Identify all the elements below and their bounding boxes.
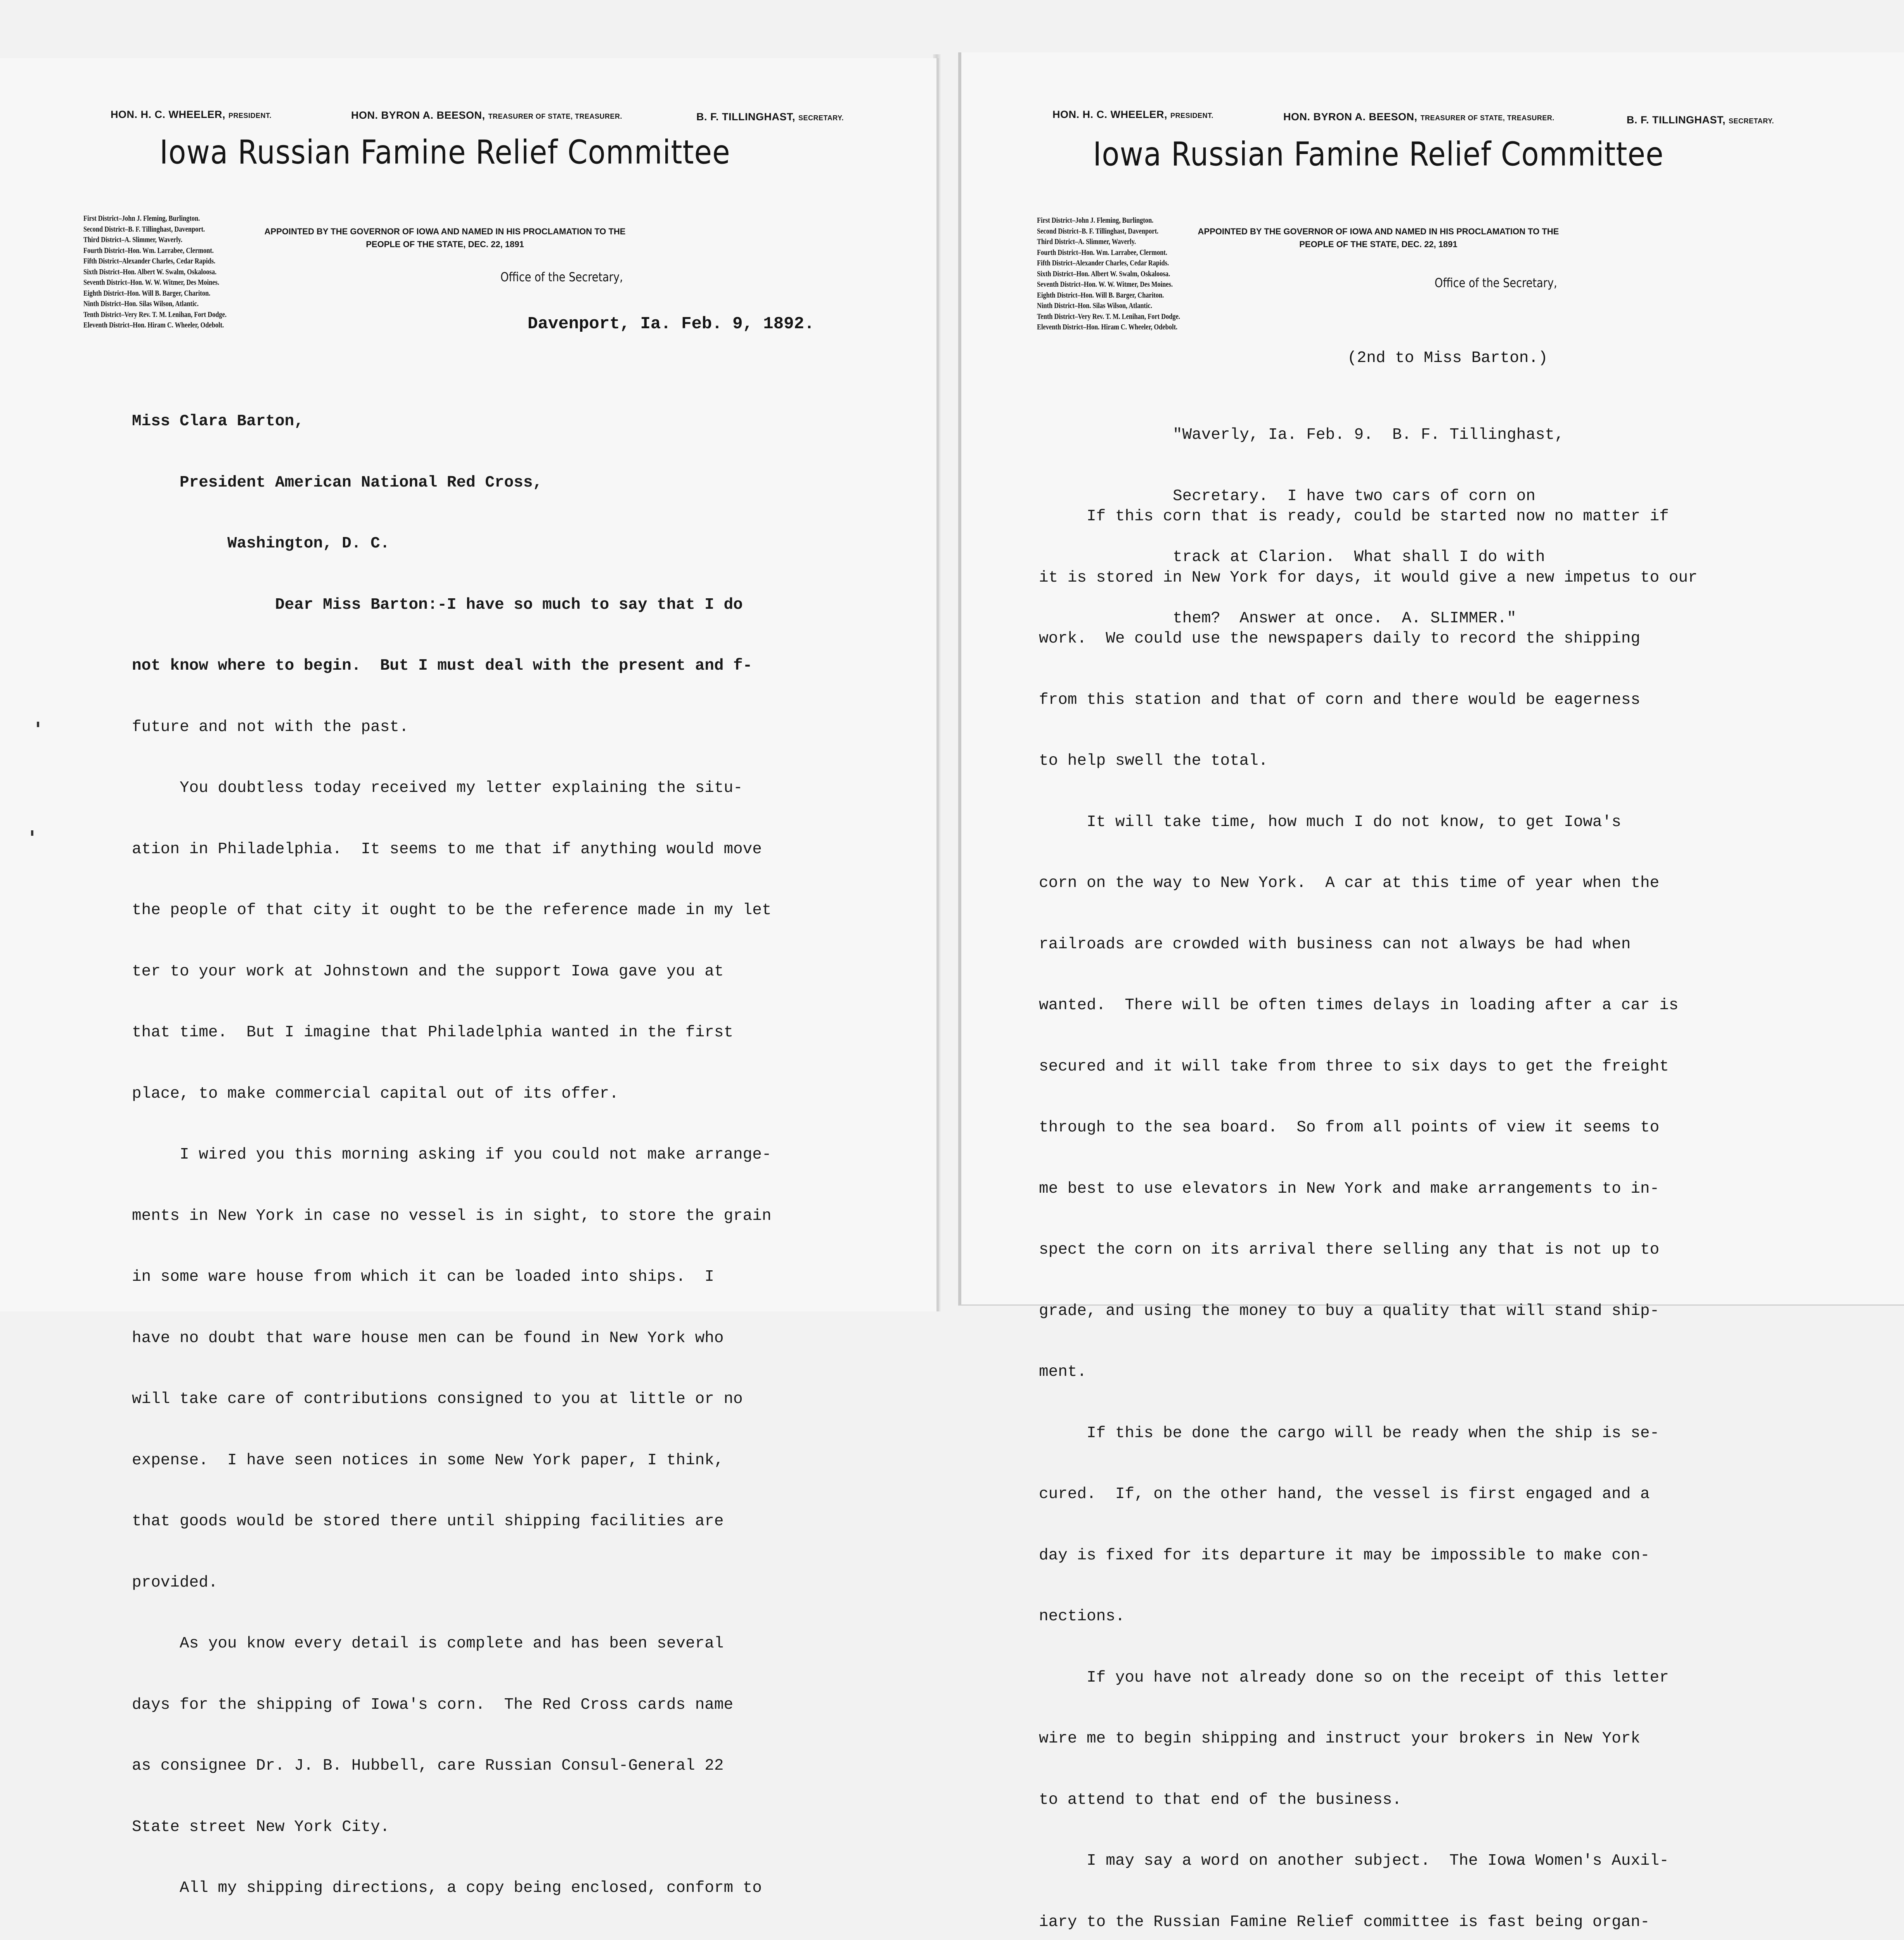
continuation-heading: (2nd to Miss Barton.) bbox=[1347, 349, 1548, 367]
district-list: First District–John J. Fleming, Burlington. Second District–B. F. Tillinghast, Davenport. Third District–A. Slimmer, Waverly. Fourth District–Hon. Wm. Larrabee, Clermont. Fifth District–Alexander Charles, Cedar Rapids. Sixth District–Hon. Albert W. Swalm, Oskaloosa. Seventh District–Hon. W. W. Witmer, Des Moines. Eighth District–Hon. Will B. Barger, Chariton. Ninth District–Hon. Silas Wilson, Atlantic. Tenth District–Very Rev. T. M. Lenihan, Fort Dodge. Eleventh District–Hon. Hiram C. Wheeler, Odebolt. bbox=[83, 214, 227, 329]
office-of-secretary: Office of the Secretary, bbox=[500, 270, 623, 284]
officer-treasurer: HON. BYRON A. BEESON, TREASURER OF STATE, TREASURER. bbox=[1283, 111, 1554, 123]
margin-speck bbox=[31, 830, 33, 836]
office-of-secretary: Office of the Secretary, bbox=[1435, 275, 1557, 290]
telegram-quote: "Waverly, Ia. Feb. 9. B. F. Tillinghast, Secretary. I have two cars of corn on track at Clarion. What shall I do with them? Answer at once. A. SLIMMER." bbox=[1173, 426, 1564, 627]
officer-president: HON. H. C. WHEELER, PRESIDENT. bbox=[111, 109, 272, 120]
margin-speck bbox=[37, 722, 39, 727]
district-list: First District–John J. Fleming, Burlington. Second District–B. F. Tillinghast, Davenport. Third District–A. Slimmer, Waverly. Fourth District–Hon. Wm. Larrabee, Clermont. Fifth District–Alexander Charles, Cedar Rapids. Sixth District–Hon. Albert W. Swalm, Oskaloosa. Seventh District–Hon. W. W. Witmer, Des Moines. Eighth District–Hon. Will B. Barger, Chariton. Ninth District–Hon. Silas Wilson, Atlantic. Tenth District–Very Rev. T. M. Lenihan, Fort Dodge. Eleventh District–Hon. Hiram C. Wheeler, Odebolt. bbox=[1037, 216, 1180, 331]
letter-dateline: Davenport, Ia. Feb. 9, 1892. bbox=[528, 314, 815, 334]
officer-secretary: B. F. TILLINGHAST, SECRETARY. bbox=[696, 111, 844, 123]
letterhead-title: Iowa Russian Famine Relief Committee bbox=[1093, 135, 1664, 174]
letter-body: Miss Clara Barton, President American National Red Cross, Washington, D. C. Dear Miss Barton:-I have so much to say that I do not know where to begin. But I must deal with the present and f- future and not with the past. You doubtless today received my letter explaining the situ- ation in Philadelphia. It seems to me that if anything would move the people of that city it ought to be the reference made in my let ter to your work at Johnstown and the support Iowa gave you at that time. But I imagine that Philadelphia wanted in the first place, to make commercial capital out of its offer. I wired you this morning asking if you could not make arrange- ments in New York in case no vessel is in sight, to store the grain in some ware house from which it can be loaded into ships. I have no doubt that ware house men can be found in New York who will take care of contributions consigned to you at little or no expense. I have seen notices in some New York paper, I think, that goods would be stored there until shipping facilities are provided. As you know every detail is complete and has been several days for the shipping of Iowa's corn. The Red Cross cards name as consignee Dr. J. B. Hubbell, care Russian Consul-General 22 State street New York City. All my shipping directions, a copy being enclosed, conform to bbox=[132, 412, 772, 1897]
letter-body: If this corn that is ready, could be started now no matter if it is stored in New York for days, it would give a new impetus to our work. We could use the newspapers daily to record the shipping from this station and that of corn and there would be eagerness to help swell the total. It will take time, how much I do not know, to get Iowa's corn on the way to New York. A car at this time of year when the railroads are crowded with business can not always be had when wanted. There will be often times delays in loading after a car is secured and it will take from three to six days to get the freight through to the sea board. So from all points of view it seems to me best to use elevators in New York and make arrangements to in- spect the corn on its arrival there selling any that is not up to grade, and using the money to buy a quality that will stand ship- ment. If this be done the cargo will be ready when the ship is se- cured. If, on the other hand, the vessel is first engaged and a day is fixed for its departure it may be impossible to make con- nections. If you have not already done so on the receipt of this letter wire me to begin shipping and instruct your brokers in New York to attend to that end of the business. I may say a word on another subject. The Iowa Women's Auxil- iary to the Russian Famine Relief committee is fast being organ- bbox=[1039, 508, 1698, 1931]
officer-president: HON. H. C. WHEELER, PRESIDENT. bbox=[1052, 109, 1214, 120]
letterhead-appointed: APPOINTED BY THE GOVERNOR OF IOWA AND NAMED IN HIS PROCLAMATION TO THE PEOPLE OF THE STATE, DEC. 22, 1891 bbox=[1198, 227, 1559, 249]
officer-secretary: B. F. TILLINGHAST, SECRETARY. bbox=[1627, 114, 1774, 126]
officer-treasurer: HON. BYRON A. BEESON, TREASURER OF STATE, TREASURER. bbox=[351, 109, 622, 121]
letter-page-1 bbox=[0, 58, 939, 1897]
letterhead-title: Iowa Russian Famine Relief Committee bbox=[159, 133, 730, 172]
letter-page-2 bbox=[958, 52, 1904, 1931]
letterhead-appointed: APPOINTED BY THE GOVERNOR OF IOWA AND NAMED IN HIS PROCLAMATION TO THE PEOPLE OF THE STATE, DEC. 22, 1891 bbox=[264, 227, 626, 249]
